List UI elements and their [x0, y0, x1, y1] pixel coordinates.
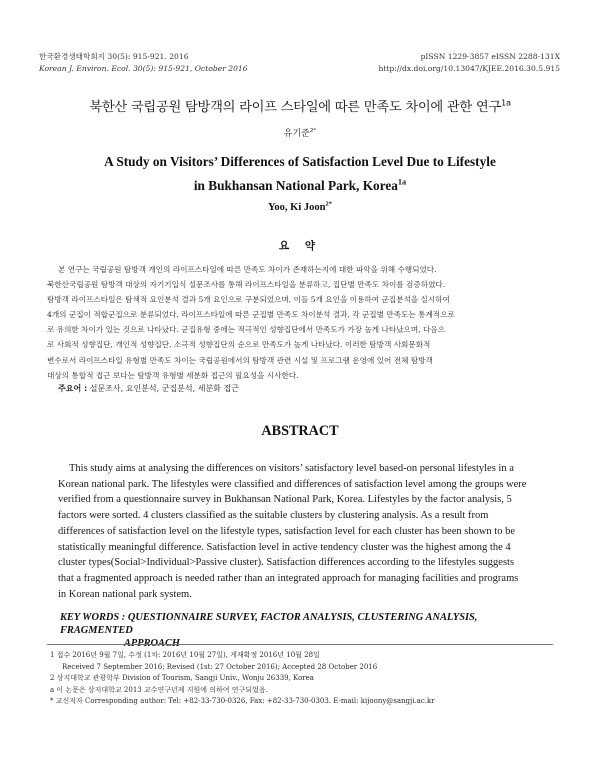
- title-english-sup: 1a: [397, 177, 407, 187]
- title-english-line-1: A Study on Visitors’ Differences of Satisfaction Level Due to Lifestyle: [104, 154, 496, 169]
- footnote-line: * 교신저자 Corresponding author: Tel: +82-33-730-0326, Fax: +82-33-730-0303. E-mail: kijoony@sangji.ac.kr: [50, 697, 435, 706]
- keywords-english-list-2: APPROACH: [124, 638, 181, 649]
- abstract-english-line: statistically meaningful difference. Satisfaction level in active tendency cluster was the highest among the 4: [58, 541, 511, 553]
- title-korean-sup: 1a: [501, 97, 511, 108]
- abstract-korean-line: 변수로서 라이프스타일 유형별 만족도 차이는 국립공원에서의 탐방객 관련 시설 및 프로그램 운영에 있어 전체 탐방객: [47, 355, 433, 365]
- title-korean-text: 북한산 국립공원 탐방객의 라이프 스타일에 따른 만족도 차이에 관한 연구: [89, 100, 501, 115]
- abstract-english-line: cluster types(Social>Individual>Passive cluster). Satisfaction differences according to the lifestyles suggests: [58, 557, 515, 569]
- abstract-english-line: Korean national park. The lifestyles were classified and differences of satisfaction level among the groups were: [58, 478, 527, 490]
- abstract-korean-line: 로 사회적 성향집단, 개인적 성향집단, 소극적 성향집단의 순으로 만족도가 높게 나타났다. 이러한 탐방객 사회문화적: [47, 340, 431, 350]
- abstract-english-line: verified from a questionnaire survey in Bukhansan National Park, Korea. Lifestyles by the factor analysis, 5: [58, 494, 512, 506]
- author-english-name: Yoo, Ki Joon: [268, 202, 326, 213]
- abstract-korean-heading: 요 약: [279, 240, 321, 252]
- abstract-korean-line: 탐방객 라이프스타일은 탐색적 요인분석 결과 5개 요인으로 구분되었으며, 이들 5개 요인을 이용하여 군집분석을 실시하여: [47, 295, 450, 305]
- abstract-korean-line: 대상의 통합적 접근 보다는 탐방객 유형별 세분화 접근의 필요성을 시사한다.: [47, 370, 299, 380]
- keywords-korean-list: 설문조사, 요인분석, 군집분석, 세분화 접근: [89, 384, 239, 393]
- title-korean: [0, 96, 600, 115]
- abstract-english-line: in Korean national park system.: [58, 588, 192, 600]
- author-korean-sup: 2*: [309, 128, 317, 134]
- abstract-english-line: differences of satisfaction level on the lifestyle types, satisfaction level for each cluster has been shown to be: [58, 525, 515, 537]
- abstract-korean-body: [47, 262, 553, 383]
- abstract-english-line: factors were sorted. 4 clusters classified as the suitable clusters by clustering analysis. As a result from: [58, 510, 489, 522]
- keywords-korean-label: 주요어 :: [58, 384, 88, 393]
- title-english: [0, 150, 600, 198]
- abstract-english-line: that a fragmented approach is needed rather than an integrated approach for managing facilities and programs: [58, 572, 519, 584]
- abstract-english-line: This study aims at analysing the differences on visitors’ satisfactory level based-on personal lifestyles in a: [69, 463, 514, 474]
- journal-name-kr: 한국환경생태학회지 30(5): 915-921. 2016: [39, 52, 189, 61]
- abstract-korean-line: 로 유의한 차이가 있는 것으로 나타났다. 군집유형 중에는 적극적인 성향집단에서 만족도가 가장 높게 나타났으며, 다음으: [47, 325, 446, 335]
- doi-link[interactable]: http://dx.doi.org/10.13047/KJEE.2016.30.5.915: [378, 64, 560, 73]
- title-english-line-2-wrap: [0, 174, 600, 198]
- title-english-line-2: in Bukhansan National Park, Korea: [193, 178, 398, 193]
- footnote-line: a 이 논문은 상지대학교 2013 교수연구년제 지원에 의하여 연구되었음.: [50, 685, 268, 694]
- author-korean: [0, 126, 600, 139]
- abstract-korean-line: 본 연구는 국립공원 탐방객 개인의 라이프스타일에 따른 만족도 차이가 존재하는지에 대한 파악을 위해 수행되었다.: [58, 265, 437, 274]
- author-english-sup: 2*: [325, 200, 332, 208]
- footnote-line: Received 7 September 2016; Revised (1st: 27 October 2016); Accepted 28 October 2016: [62, 662, 378, 671]
- abstract-english-body: [58, 461, 544, 602]
- journal-name-en: Korean J. Environ. Ecol. 30(5): 915-921, October 2016: [39, 64, 248, 73]
- abstract-english-heading: ABSTRACT: [261, 423, 339, 439]
- footnote-line: 1 접수 2016년 9월 7일, 수정 (1차: 2016년 10월 27일), 게재확정 2016년 10월 28일: [50, 651, 320, 659]
- journal-header-left: [39, 51, 248, 75]
- footnotes: [50, 650, 555, 708]
- author-korean-name: 유기준: [283, 129, 310, 139]
- keywords-english-label: KEY WORDS :: [60, 612, 126, 623]
- keywords-korean: [58, 383, 239, 394]
- author-english: [0, 202, 600, 213]
- footnote-divider: [47, 644, 553, 645]
- issn-line: pISSN 1229-3857 eISSN 2288-131X: [420, 52, 560, 61]
- abstract-korean-line: 북한산국립공원 탐방객 대상의 자기기입식 설문조사를 통해 라이프스타일을 분류하고, 집단별 만족도 차이를 검증하였다.: [47, 280, 446, 290]
- abstract-korean-line: 4개의 군집이 적합군집으로 분류되었다. 라이프스타일에 따른 군집별 만족도 차이분석 결과, 각 군집별 만족도는 통계적으로: [47, 310, 455, 320]
- footnote-line: 2 상지대학교 관광학부 Division of Tourism, Sangji Univ., Wonju 26339, Korea: [50, 674, 314, 683]
- keywords-english-list-1: QUESTIONNAIRE SURVEY, FACTOR ANALYSIS, CLUSTERING ANALYSIS, FRAGMENTED: [60, 612, 478, 636]
- journal-header-right: [378, 51, 560, 75]
